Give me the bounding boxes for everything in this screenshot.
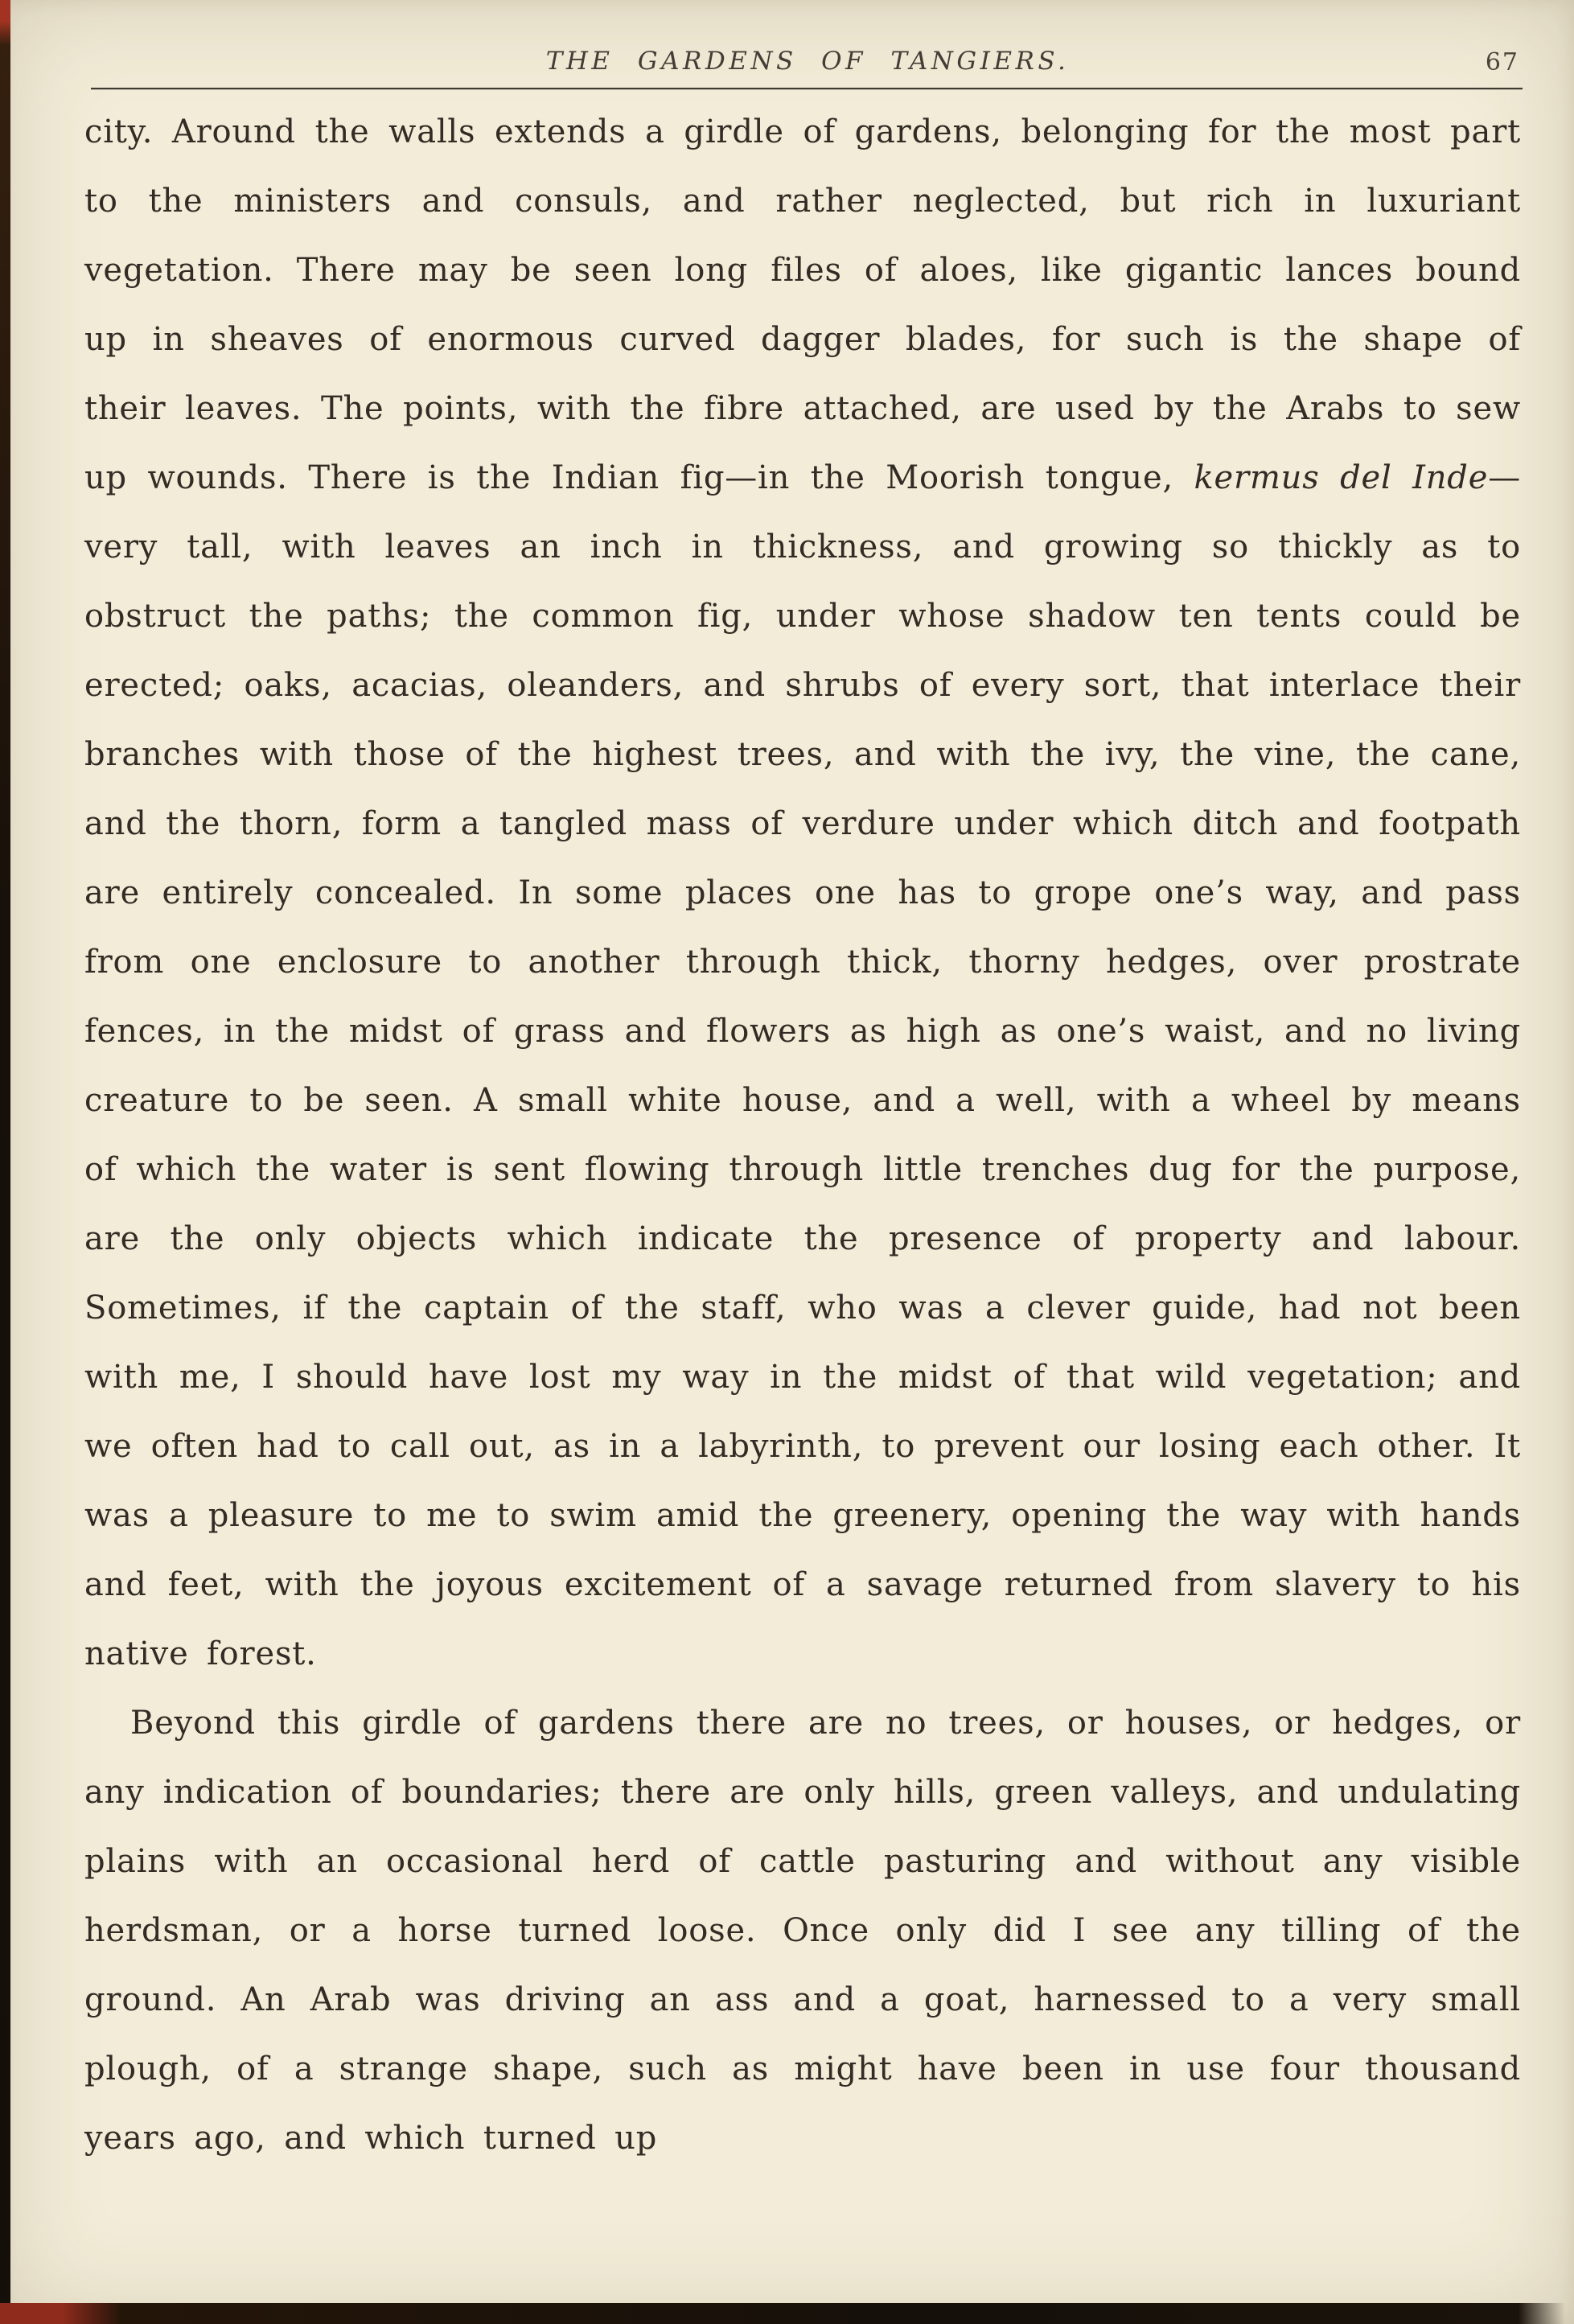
header-rule	[91, 88, 1523, 89]
running-title: THE GARDENS OF TANGIERS.	[545, 47, 1070, 76]
scan-edge-bottom	[0, 2303, 1565, 2324]
paragraph	[84, 1688, 1521, 2173]
page-number: 67	[1485, 48, 1519, 76]
text-run: Beyond this girdle of gardens there are no trees, or houses, or hedges, or any indication of boundaries; there are only hills, green valleys, and undulating plains with an occasional herd of cattle pasturing and without any visible herdsman, or a horse turned loose. Once only did I see any tilling of the ground. An Arab was driving an ass and a goat, harnessed to a very small plough, of a strange shape, such as might have been in use four thousand years ago, and which turned up	[84, 1705, 1521, 2157]
scan-edge-left	[0, 0, 10, 2324]
italic-phrase: kermus del Inde	[1194, 459, 1489, 496]
text-run: city. Around the walls extends a girdle of gardens, belonging for the most part to the ministers and consuls, and rather neglected, but rich in luxuriant vegetation. There may be seen long files of aloes, like gigantic lances bound up in sheaves of enormous curved dagger blades, for such is the shape of their leaves. The points, with the fibre attached, are used by the Arabs to sew up wounds. There is the Indian fig—in the Moorish tongue,	[84, 113, 1521, 496]
page-body	[84, 97, 1521, 2173]
paragraph	[84, 97, 1521, 1688]
text-run: —very tall, with leaves an inch in thickness, and growing so thickly as to obstruct the paths; the common fig, under whose shadow ten tents could be erected; oaks, acacias, oleanders, and shrubs of every sort, that interlace their branches with those of the highest trees, and with the ivy, the vine, the cane, and the thorn, form a tangled mass of verdure under which ditch and footpath are entirely concealed. In some places one has to grope one’s way, and pass from one enclosure to another through thick, thorny hedges, over prostrate fences, in the midst of grass and flowers as high as one’s waist, and no living creature to be seen. A small white house, and a well, with a wheel by means of which the water is sent flowing through little trenches dug for the purpose, are the only objects which indicate the presence of property and labour. Sometimes, if the captain of the staff, who was a clever guide, had not been with me, I should have lost my way in the midst of that wild vegetation; and we often had to call out, as in a labyrinth, to prevent our losing each other. It was a pleasure to me to swim amid the greenery, opening the way with hands and feet, with the joyous excitement of a savage returned from slavery to his native forest.	[84, 459, 1521, 1672]
page-header	[92, 47, 1523, 84]
